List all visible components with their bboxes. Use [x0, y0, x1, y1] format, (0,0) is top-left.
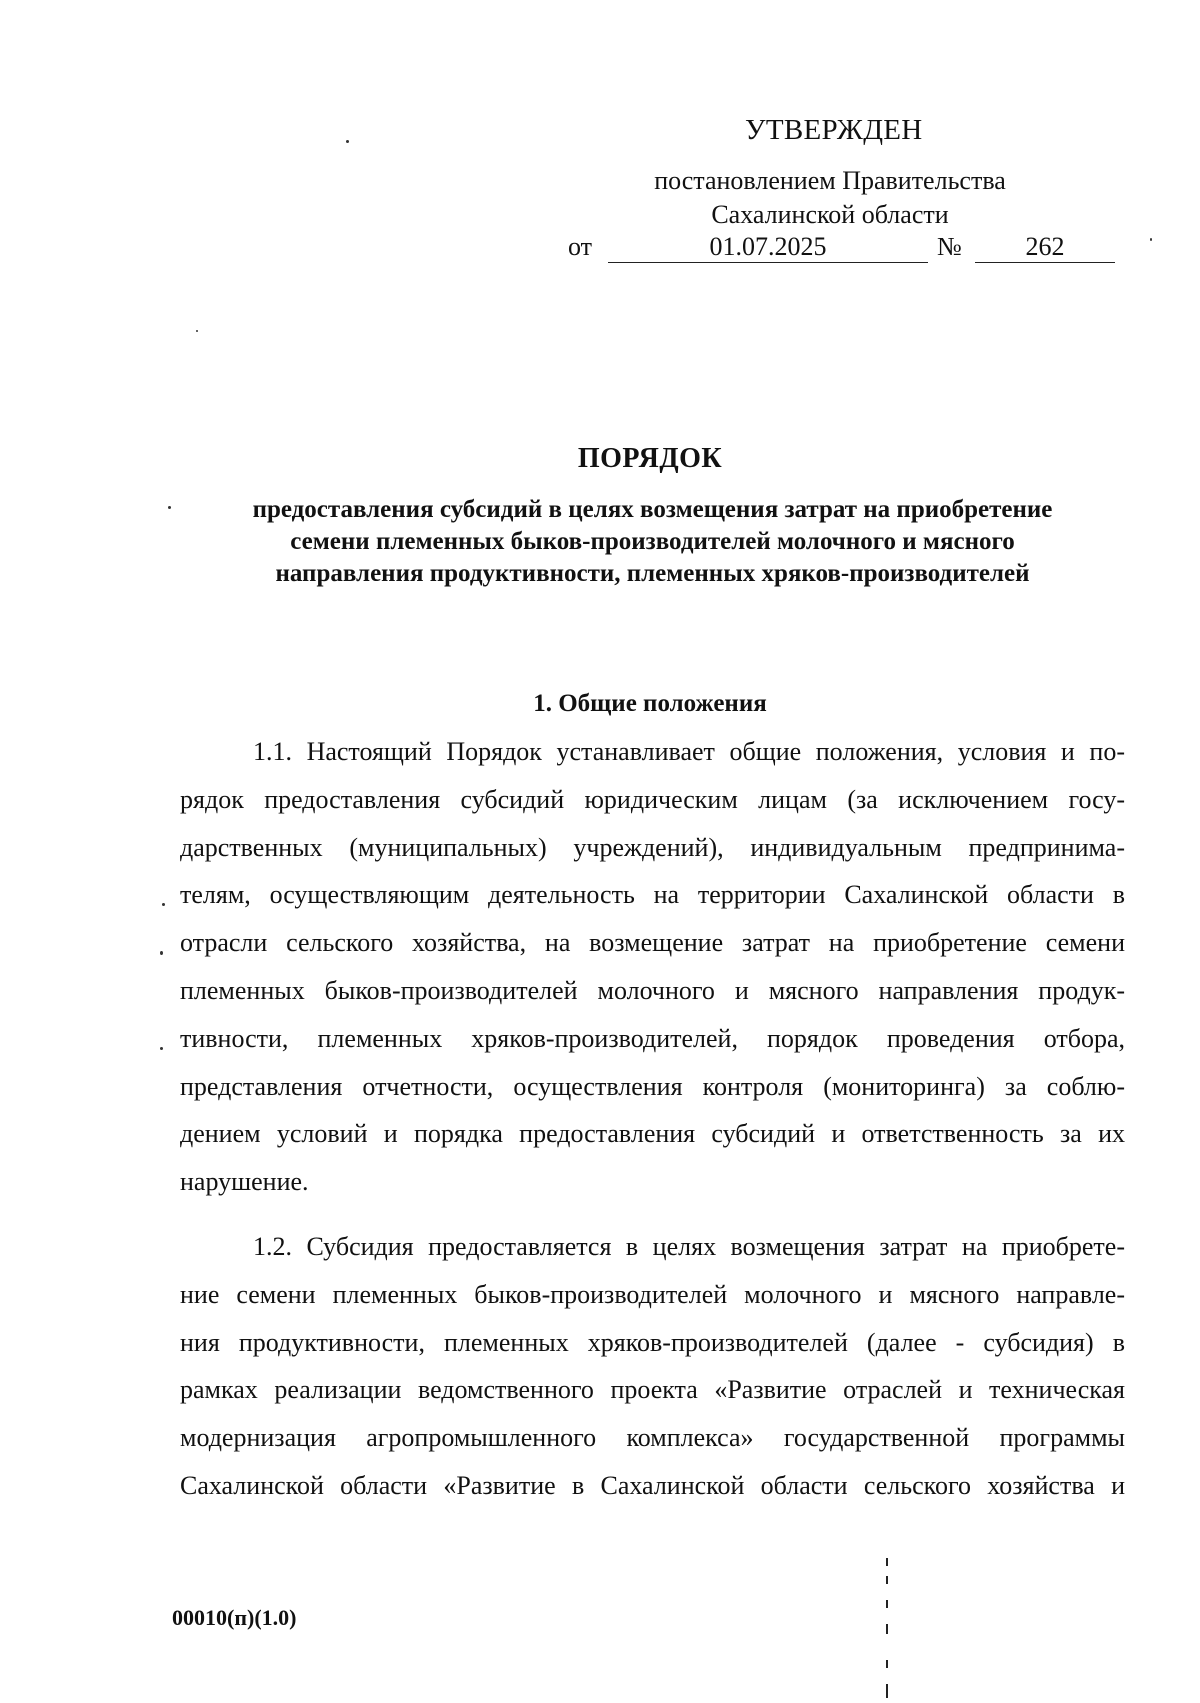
scan-mark	[886, 1660, 888, 1668]
date-prefix: от	[568, 232, 593, 261]
approval-line-2: Сахалинской области	[711, 200, 949, 229]
number-prefix: №	[937, 232, 962, 261]
scan-mark	[886, 1558, 888, 1566]
subtitle-line: направления продуктивности, племенных хряков-производителей	[275, 560, 1030, 587]
scan-speck	[196, 330, 198, 332]
text-line: модернизация агропромышленного комплекса» государственной программы	[180, 1423, 1125, 1453]
scan-mark	[886, 1576, 888, 1584]
approval-line-1: постановлением Правительства	[654, 166, 1006, 195]
scan-mark	[886, 1600, 888, 1608]
scan-speck	[162, 903, 165, 906]
approval-title: УТВЕРЖДЕН	[745, 114, 923, 146]
scan-mark	[886, 1684, 888, 1698]
scan-speck	[160, 951, 163, 955]
subtitle-line: семени племенных быков-производителей молочного и мясного	[290, 528, 1015, 555]
footer-code: 00010(п)(1.0)	[172, 1605, 297, 1630]
text-line: 1.2. Субсидия предоставляется в целях возмещения затрат на приобрете-	[253, 1232, 1125, 1261]
document-subtitle	[180, 494, 1125, 590]
subtitle-line: предоставления субсидий в целях возмещения затрат на приобретение	[252, 496, 1053, 523]
section-heading: 1. Общие положения	[533, 690, 767, 717]
text-line: ния продуктивности, племенных хряков-производителей (далее - субсидия) в	[180, 1327, 1125, 1357]
approval-number: 262	[975, 232, 1115, 263]
approval-date: 01.07.2025	[608, 232, 928, 263]
text-line: тивности, племенных хряков-производителей, порядок проведения отбора,	[180, 1023, 1125, 1053]
approval-date-row	[568, 232, 1128, 266]
text-line: рядок предоставления субсидий юридическим лицам (за исключением госу-	[180, 784, 1125, 814]
text-line: нарушение.	[180, 1167, 309, 1197]
text-line: дением условий и порядка предоставления субсидий и ответственность за их	[180, 1119, 1125, 1149]
text-line: рамках реализации ведомственного проекта «Развитие отраслей и техническая	[180, 1375, 1125, 1405]
paragraph-1-1	[180, 728, 1125, 1206]
scan-speck	[168, 506, 171, 509]
text-line: племенных быков-производителей молочного и мясного направления продук-	[180, 975, 1125, 1005]
paragraph-1-2	[180, 1223, 1125, 1510]
scan-speck	[160, 1047, 163, 1050]
text-line: телям, осуществляющим деятельность на территории Сахалинской области в	[180, 880, 1125, 910]
text-line: представления отчетности, осуществления контроля (мониторинга) за соблю-	[180, 1071, 1125, 1101]
scan-speck	[1150, 238, 1152, 241]
text-line: ние семени племенных быков-производителей молочного и мясного направле-	[180, 1279, 1125, 1309]
text-line: Сахалинской области «Развитие в Сахалинской области сельского хозяйства и	[180, 1470, 1125, 1500]
scan-speck	[346, 140, 349, 143]
text-line: 1.1. Настоящий Порядок устанавливает общие положения, условия и по-	[253, 737, 1125, 766]
text-line: дарственных (муниципальных) учреждений), индивидуальным предпринима-	[180, 832, 1125, 862]
text-line: отрасли сельского хозяйства, на возмещение затрат на приобретение семени	[180, 928, 1125, 958]
scan-mark	[886, 1624, 888, 1634]
document-title: ПОРЯДОК	[577, 443, 723, 474]
